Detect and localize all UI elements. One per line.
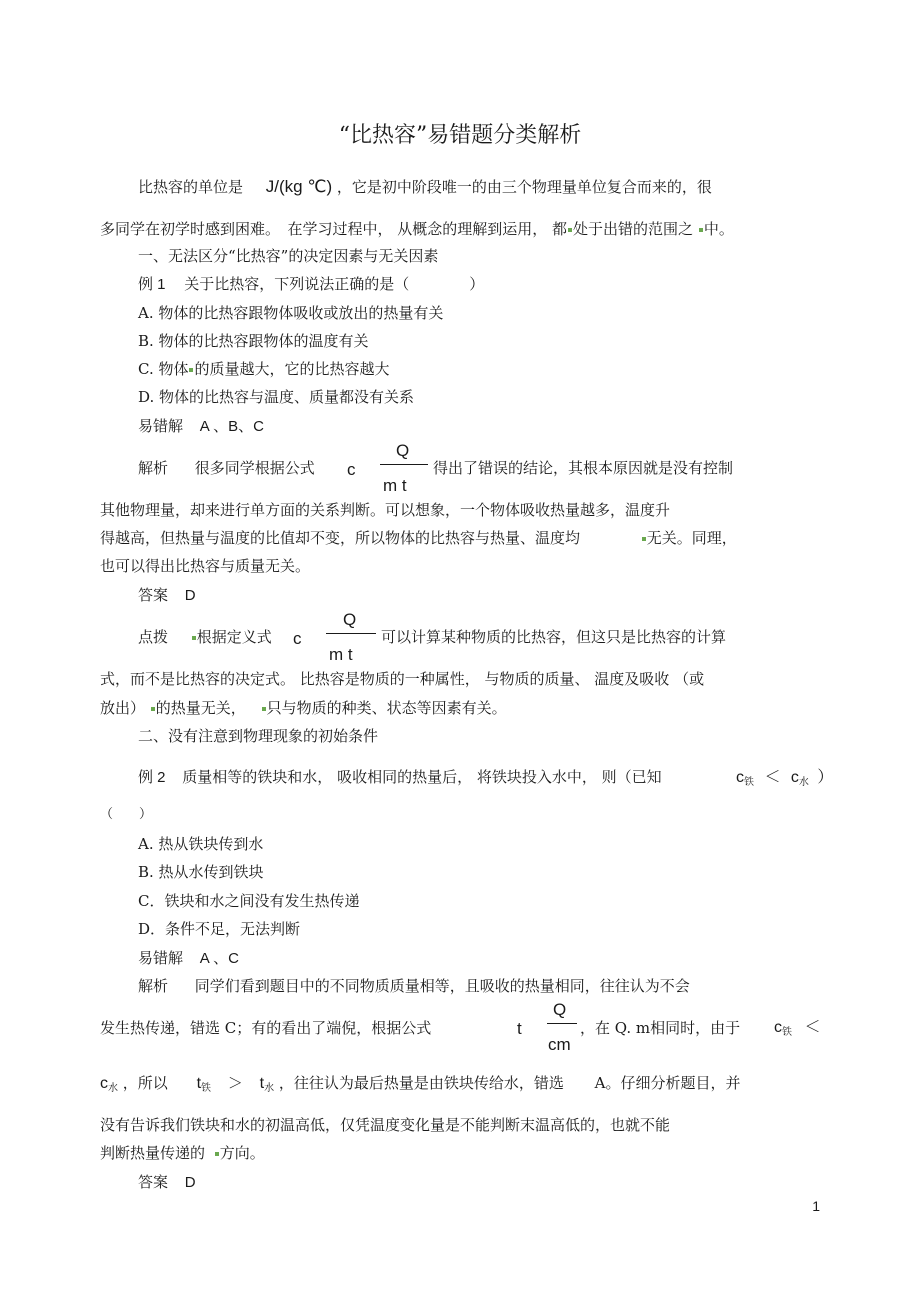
example-question [138,274,484,295]
analysis-text: 同学们看到题目中的不同物质质量相等，且吸收的热量相同，往往认为不会 [194,977,690,995]
option-text: C. 物体 [138,360,189,378]
question-text: 质量相等的铁块和水， 吸收相同的热量后， 将铁块投入水中， 则（已知 [182,768,662,786]
analysis-text: ，在 Q. m相同时，由于 [580,1019,741,1037]
analysis-line-1 [138,458,315,478]
subscript-water: 水 [108,1083,118,1094]
dot-mark [262,707,266,711]
page-title: “比热容”易错题分类解析 [338,123,582,148]
subscript-water: 水 [798,777,809,788]
wrong-value: A 、B、C [199,418,264,435]
symbol-t: t [196,1075,202,1092]
analysis-line-1 [138,976,690,996]
intro-text: ，它是初中阶段唯一的由三个物理量单位复合而来的，很 [336,178,712,196]
page-number: 1 [812,1198,820,1214]
dot-mark [215,1152,219,1156]
analysis-text: ，所以 [122,1074,168,1092]
answer [138,1172,196,1193]
analysis-label: 解析 [138,459,169,477]
analysis-text: A。仔细分析题目，并 [594,1074,741,1092]
analysis-line-3 [100,1073,740,1099]
symbol-c: c [736,769,744,786]
analysis-line-2: 发生热传递，错选 C；有的看出了端倪，根据公式 [100,1019,432,1037]
section-heading: 一、无法区分“比热容”的决定因素与无关因素 [138,247,439,265]
formula-numerator: Q [343,610,357,629]
wrong-label: 易错解 [138,949,184,967]
dot-mark [151,707,155,711]
inequality [774,1018,820,1043]
option-c [138,359,390,379]
formula-numerator: Q [396,441,410,460]
tip-line-2: 式，而不是比热容的决定式。 比热容是物质的一种属性， 与物质的质量、 温度及吸收 （或 [100,670,705,688]
less-than: ＜ [804,1019,821,1036]
analysis-line-2: 其他物理量，却来进行单方面的关系判断。可以想象，一个物体吸收热量越多，温度升 [100,501,671,519]
analysis-text: 得出了错误的结论，其根本原因就是没有控制 [433,459,734,477]
analysis-text: 很多同学根据公式 [194,459,315,477]
greater-than: ＞ [227,1074,243,1092]
option-b: B. 热从水传到铁块 [138,863,264,881]
analysis-text: 方向。 [219,1144,265,1162]
formula-lhs: t [517,1019,522,1038]
formula-denominator: cm [548,1035,571,1054]
analysis-line-3 [100,528,737,548]
unit-label: J/(kg ℃) [265,177,333,196]
tip-text: 根据定义式 [196,628,272,646]
subscript-iron: 铁 [744,777,754,788]
answer-value: D [184,587,196,604]
analysis-line-4: 没有告诉我们铁块和水的初温高低，仅凭温度变化量是不能判断末温高低的，也就不能 [100,1116,671,1134]
example-label: 例 2 [138,769,166,786]
intro-text: 多同学在初学时感到困难。 在学习过程中， 从概念的理解到运用， 都 [100,220,568,238]
less-than: ＜ [764,769,781,786]
subscript-iron: 铁 [782,1027,792,1038]
subscript-water: 水 [264,1083,275,1094]
analysis-label: 解析 [138,977,169,995]
analysis-text: ，往往认为最后热量是由铁块传给水，错选 [278,1074,564,1092]
intro-text: 比热容的单位是 [138,178,244,196]
option-text: 的质量越大，它的比热容越大 [194,360,390,378]
wrong-value: A 、C [199,950,239,967]
dot-mark [192,636,196,640]
option-d: D. 物体的比热容与温度、质量都没有关系 [138,388,415,406]
intro-text: 中。 [703,220,734,238]
intro-line-1 [138,177,712,197]
analysis-text: 无关。同理， [646,529,737,547]
analysis-text: 判断热量传递的 [100,1144,206,1162]
formula-denominator: m t [383,476,407,495]
formula-numerator: Q [553,1000,567,1019]
analysis-line-5 [100,1143,265,1163]
analysis-text: 得越高，但热量与温度的比值却不变，所以物体的比热容与热量、温度均 [100,529,581,547]
tip-text: 只与物质的种类、状态等因素有关。 [266,699,507,717]
fraction-bar [326,633,376,634]
option-b: B. 物体的比热容跟物体的温度有关 [138,332,369,350]
question-text: 关于比热容，下列说法正确的是（ ） [184,275,485,293]
answer [138,585,196,606]
dot-mark [189,368,193,372]
option-c: C．铁块和水之间没有发生热传递 [138,892,360,910]
dot-mark [699,228,703,232]
tip-line-3 [100,698,507,718]
wrong-answer [138,416,264,437]
tip-text: 放出） [100,699,146,717]
tip-text: 的热量无关， [155,699,246,717]
option-a: A. 热从铁块传到水 [138,835,264,853]
intro-text: 处于出错的范围之 [573,220,694,238]
dot-mark [568,228,572,232]
wrong-answer [138,948,239,969]
option-d: D．条件不足，无法判断 [138,920,301,938]
symbol-c: c [790,769,799,786]
close-paren: ） [817,767,834,786]
fraction-bar [547,1023,577,1024]
analysis-line-4: 也可以得出比热容与质量无关。 [100,557,311,575]
example-label: 例 1 [138,276,166,293]
tip-text: 可以计算某种物质的比热容，但这只是比热容的计算 [381,628,727,646]
condition [736,767,833,793]
symbol-c: c [774,1019,782,1036]
answer-label: 答案 [138,1173,169,1191]
example-question [138,767,662,788]
subscript-iron: 铁 [201,1083,212,1094]
tip-line-1 [138,627,272,647]
option-a: A. 物体的比热容跟物体吸收或放出的热量有关 [138,304,444,322]
dot-mark [642,537,646,541]
answer-value: D [184,1174,196,1191]
symbol-c: c [100,1075,108,1092]
symbol-t: t [259,1075,265,1092]
formula-denominator: m t [329,645,353,664]
tip-label: 点拨 [138,628,169,646]
answer-label: 答案 [138,586,169,604]
intro-line-2 [100,219,734,239]
wrong-label: 易错解 [138,417,184,435]
formula-lhs: c [293,629,302,648]
fraction-bar [380,464,428,465]
formula-lhs: c [347,460,356,479]
answer-blank: （ ） [100,807,153,822]
section-heading: 二、没有注意到物理现象的初始条件 [138,727,379,745]
